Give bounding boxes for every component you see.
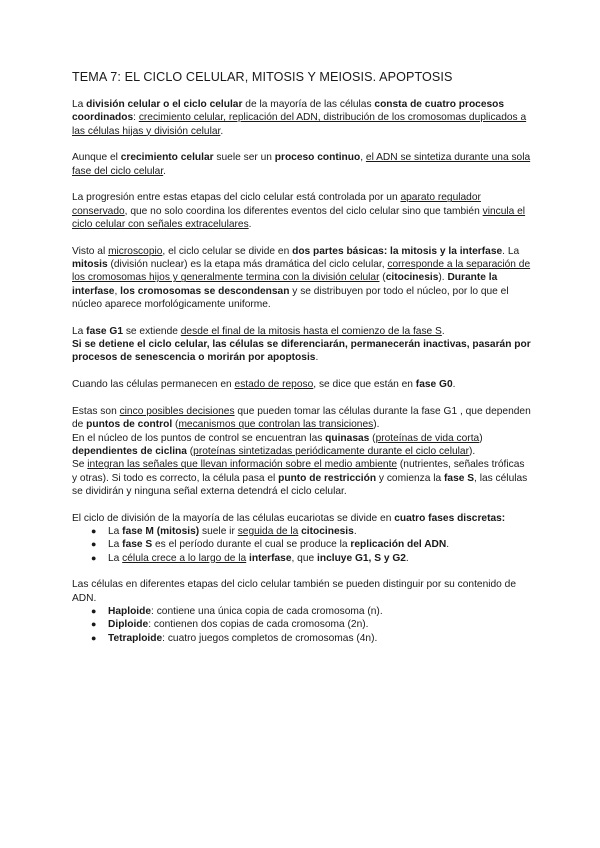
list-item: ● Tetraploide: cuatro juegos completos de cromosomas (4n). (91, 632, 378, 644)
paragraph-cuatro-fases: El ciclo de división de la mayoría de las células eucariotas se divide en cuatro fases discretas: (72, 512, 506, 524)
paragraph-fase-g0: Cuando las células permanecen en estado de reposo, se dice que están en fase G0. (72, 379, 456, 391)
paragraph-contenido-adn: Las células en diferentes etapas del ciclo celular también se pueden distinguir por su contenido de ADN. (72, 579, 517, 604)
bullet-icon: ● (91, 605, 97, 616)
bullet-icon: ● (91, 552, 97, 563)
ploidy-list (72, 605, 532, 645)
document-body (72, 70, 532, 658)
bullet-icon: ● (91, 619, 97, 630)
list-item: ● Diploide: contienen dos copias de cada cromosoma (2n). (91, 619, 369, 631)
paragraph-microscopio: Visto al microscopio, el ciclo celular se divide en dos partes básicas: la mitosis y la interfase. La mitosis (división nuclear) es la etapa más dramática del ciclo celular, corresponde a la separación de los cromosomas hijos y generalmente termina con la división celular (citocinesis). Durante la interfase, los cromosomas se descondensan y se distribuyen por todo el núcleo, por lo que el núcleo aparece morfológicamente uniforme. (72, 245, 531, 311)
bullet-icon: ● (91, 632, 97, 643)
list-item: ● La fase S es el período durante el cual se produce la replicación del ADN. (91, 539, 450, 551)
list-item: ● La fase M (mitosis) suele ir seguida de la citocinesis. (91, 525, 357, 537)
paragraph-progresion: La progresión entre estas etapas del ciclo celular está controlada por un aparato regulador conservado, que no solo coordina los diferentes eventos del ciclo celular sino que también vincula el ciclo celular con señales extracelulares. (72, 192, 526, 231)
list-item: ● La célula crece a lo largo de la interfase, que incluye G1, S y G2. (91, 552, 409, 564)
paragraph-division-celular: La división celular o el ciclo celular de la mayoría de las células consta de cuatro procesos coordinados: crecimiento celular, replicación del ADN, distribución de los cromosomas duplicados a las células hijas y división celular. (72, 99, 527, 137)
bullet-icon: ● (91, 525, 97, 536)
page-title: TEMA 7: EL CICLO CELULAR, MITOSIS Y MEIOSIS. APOPTOSIS (72, 70, 453, 84)
bullet-icon: ● (91, 539, 97, 550)
paragraph-fase-g1: La fase G1 se extiende desde el final de la mitosis hasta el comienzo de la fase S. Si se detiene el ciclo celular, las células se diferenciarán, permanecerán inactivas, pasarán por procesos de senescencia o morirán por apoptosis. (72, 325, 531, 364)
paragraph-puntos-control: Estas son cinco posibles decisiones que pueden tomar las células durante la fase G1 , que dependen de puntos de control (mecanismos que controlan las transiciones). En el núcleo de los puntos de control se encuentran las quinasas (proteínas de vida corta) dependientes de ciclina (proteínas sintetizadas periódicamente durante el ciclo celular). Se integran las señales que llevan información sobre el medio ambiente (nutrientes, señales tróficas y otras). Si todo es correcto, la célula pasa el punto de restricción y comienza la fase S, las células se dividirán y ninguna señal externa detendrá el ciclo celular. (72, 406, 531, 497)
list-item: ● Haploide: contiene una única copia de cada cromosoma (n). (91, 605, 383, 617)
paragraph-crecimiento: Aunque el crecimiento celular suele ser un proceso continuo, el ADN se sintetiza durante una sola fase del ciclo celular. (72, 152, 531, 177)
phases-list (72, 525, 532, 565)
